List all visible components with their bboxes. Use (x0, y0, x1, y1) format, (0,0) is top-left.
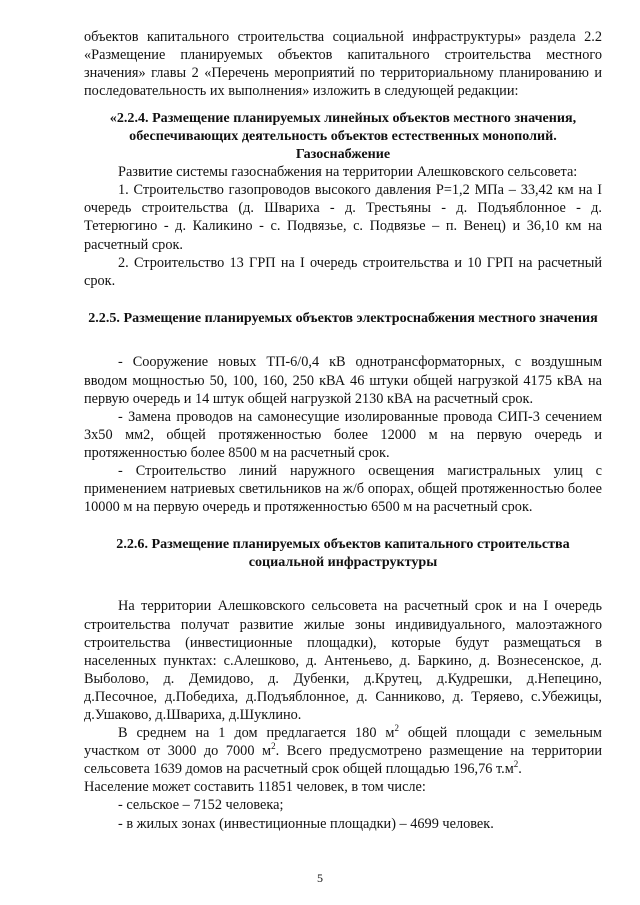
section-225-paragraph-1: - Сооружение новых ТП-6/0,4 кВ однотрансформаторных, с воздушным вводом мощностью 50, 100, 160, 250 кВА 46 штуки общей нагрузкой 4175 кВА на первую очередь и 14 штук общей нагрузкой 2130 кВА на расчетный срок. (84, 354, 602, 407)
superscript-3: 2 (513, 759, 519, 770)
area-text-4: . (518, 761, 522, 778)
area-text-1: В среднем на 1 дом предлагается 180 м (118, 725, 395, 742)
section-224-heading: «2.2.4. Размещение планируемых линейных объектов местного значения, обеспечивающих деятельность объектов естественных монополий. Газоснабжение (109, 110, 577, 162)
population-item-investment: - в жилых зонах (инвестиционные площадки) – 4699 человек. (118, 815, 494, 832)
section-224-paragraph-1: Развитие системы газоснабжения на территории Алешковского сельсовета: (118, 164, 578, 181)
page-number: 5 (317, 871, 323, 885)
area-text-3: . Всего предусмотрено размещение на территории сельсовета 1639 домов на расчетный срок общей площадью 196,76 т.м (84, 743, 602, 778)
section-225-paragraph-3: - Строительство линий наружного освещения магистральных улиц с применением натриевых светильников на ж/б опорах, общей протяженностью более 10000 м на первую очередь и протяженностью 6500 м на расчетный срок. (84, 462, 602, 516)
section-226-paragraph-1: На территории Алешковского сельсовета на расчетный срок и на I очередь строительства получат развитие жилые зоны индивидуального, малоэтажного строительства (инвестиционные площадки), которые будут размещаться в населенных пунктах: с.Алешково, д. Антеньево, д. Баркино, д. Вознесенское, д. Выболово, д. Демидово, д. Дубенки, д.Крутец, д.Кудрешки, д.Непецино, д.Песочное, д.Победиха, д.Подъяблонное, д. Санниково, д. Теряево, с.Убежицы, д.Ушаково, д.Швариха, д.Шуклино. (84, 598, 602, 723)
area-text-2: общей площади с земельным участком от 3000 до 7000 м (84, 725, 602, 760)
section-226-paragraph-2 (84, 724, 602, 778)
superscript-1: 2 (394, 723, 399, 734)
document-page (84, 28, 602, 833)
section-226-paragraph-3: Население может составить 11851 человек, в том числе: (84, 779, 426, 796)
population-item-rural: - сельское – 7152 человека; (118, 797, 284, 814)
section-225-paragraph-2: - Замена проводов на самонесущие изолированные провода СИП-3 сечением 3х50 мм2, общей протяженностью более 12000 м на первую очередь и протяженностью более 8500 м на расчетный срок. (84, 408, 602, 461)
section-224-paragraph-2: 1. Строительство газопроводов высокого давления Р=1,2 МПа – 33,42 км на I очередь строительства (д. Швариха - д. Трестьяны - д. Подъяблонное - д. Тетерюгино - д. Каликино - с. Подвязье, с. Подвязье – п. Венец) и 36,10 км на расчетный срок. (84, 182, 602, 253)
superscript-2: 2 (271, 741, 276, 752)
section-224-paragraph-3: 2. Строительство 13 ГРП на I очередь строительства и 10 ГРП на расчетный срок. (84, 254, 602, 289)
section-226-heading: 2.2.6. Размещение планируемых объектов капитального строительства социальной инфраструктуры (116, 536, 570, 570)
section-225-heading: 2.2.5. Размещение планируемых объектов электроснабжения местного значения (88, 309, 598, 326)
intro-paragraph: объектов капитального строительства социальной инфраструктуры» раздела 2.2 «Размещение планируемых объектов капитального строительства местного значения» главы 2 «Перечень мероприятий по территориальному планированию и последовательность их выполнения» изложить в следующей редакции: (84, 29, 602, 100)
